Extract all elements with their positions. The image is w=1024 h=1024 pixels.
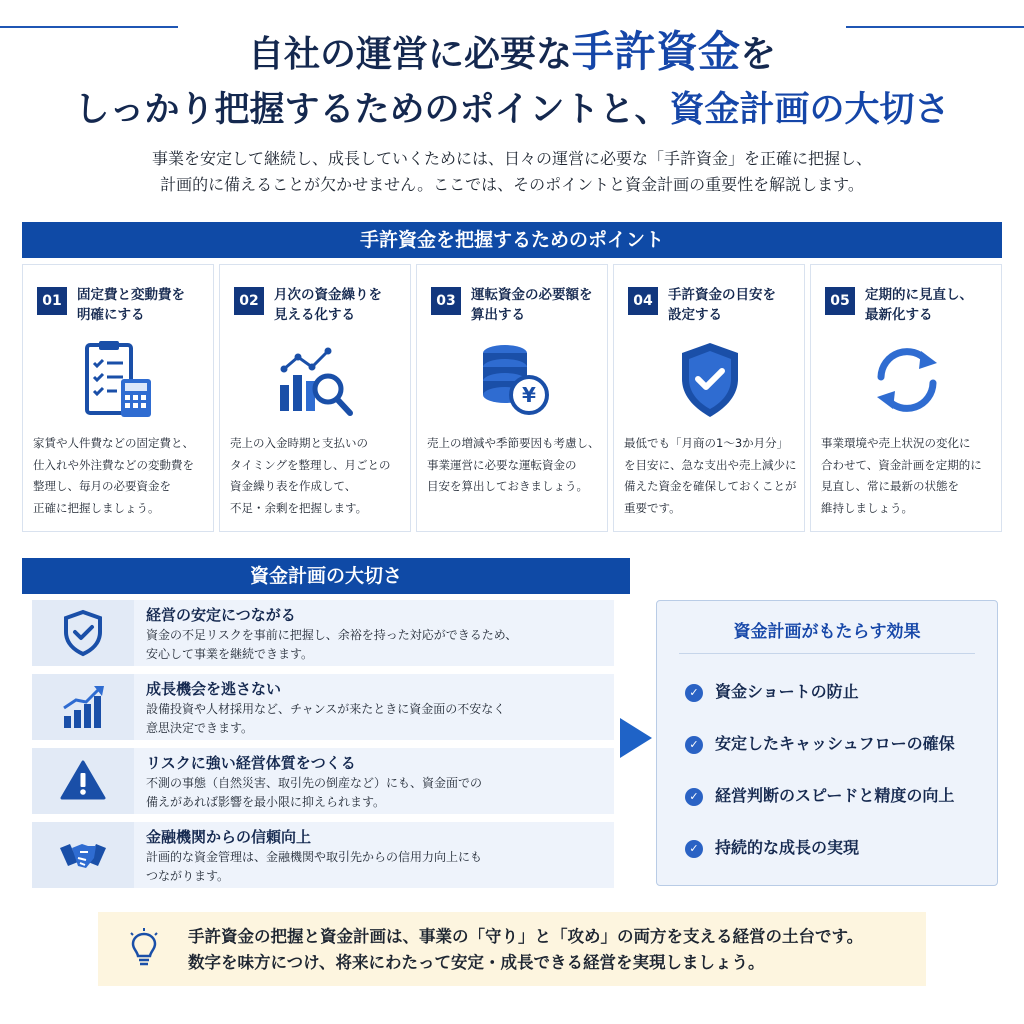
importance-icon-box xyxy=(32,674,134,740)
point-card-02 xyxy=(219,264,411,532)
point-heading-line: 固定費と変動費を xyxy=(77,287,185,303)
importance-body xyxy=(146,774,606,812)
point-body-line: 資金繰り表を作成して、 xyxy=(230,479,357,493)
point-number: 04 xyxy=(628,287,658,315)
point-heading-line: 定期的に見直し、 xyxy=(865,287,973,303)
summary-note-line: 数字を味方につけ、将来にわたって安定・成長できる経営を実現しましょう。 xyxy=(188,953,765,972)
point-body-line: 事業運営に必要な運転資金の xyxy=(427,457,577,472)
lightbulb-icon xyxy=(128,928,160,970)
point-body-line: タイミングを整理し、月ごとの xyxy=(230,457,391,472)
importance-heading: 成長機会を逃さない xyxy=(146,680,282,698)
point-heading xyxy=(77,285,209,325)
point-heading-line: 見える化する xyxy=(274,307,355,323)
point-body-line: 合わせて、資金計画を定期的に xyxy=(821,457,982,472)
point-heading xyxy=(471,285,603,325)
point-heading-line: 月次の資金繰りを xyxy=(274,287,382,303)
point-body-line: 売上の増減や季節要因も考慮し、 xyxy=(427,436,600,450)
point-body-line: 目安を算出しておきましょう。 xyxy=(427,479,588,493)
point-card-03 xyxy=(416,264,608,532)
point-body xyxy=(624,433,802,519)
title-text: 自社の運営に必要な xyxy=(247,34,572,75)
point-heading-line: 最新化する xyxy=(865,307,933,323)
point-body-line: を目安に、急な支出や売上減少に xyxy=(624,457,797,472)
point-number: 02 xyxy=(234,287,264,315)
point-body-line: 仕入れや外注費などの変動費を xyxy=(33,457,194,472)
point-body-line: 維持しましょう。 xyxy=(821,500,913,515)
effects-item-label: 安定したキャッシュフローの確保 xyxy=(715,734,955,753)
point-heading-line: 手許資金の目安を xyxy=(668,287,776,303)
point-body xyxy=(821,433,999,519)
point-body-line: 家賃や人件費などの固定費と、 xyxy=(33,436,194,450)
point-card-04 xyxy=(613,264,805,532)
page-title-line-1 xyxy=(0,28,1024,79)
importance-section-heading: 資金計画の大切さ xyxy=(22,558,630,594)
importance-body-line: 設備投資や人材採用など、チャンスが来たときに資金面の不安なく xyxy=(146,702,506,716)
point-heading xyxy=(865,285,997,325)
importance-icon-box xyxy=(32,822,134,888)
svg-text:¥: ¥ xyxy=(522,383,536,407)
point-number: 01 xyxy=(37,287,67,315)
effects-panel xyxy=(656,600,998,886)
shield-check-icon xyxy=(660,339,760,421)
point-body-line: 備えた資金を確保しておくことが xyxy=(624,479,797,493)
importance-row-risk xyxy=(32,748,614,814)
intro-text xyxy=(60,146,964,198)
importance-body-line: 資金の不足リスクを事前に把握し、余裕を持った対応ができるため、 xyxy=(146,628,518,642)
importance-body-line: 不測の事態（自然災害、取引先の倒産など）にも、資金面での xyxy=(146,776,483,790)
effects-item xyxy=(685,679,859,702)
title-accent: 資金計画の大切さ xyxy=(669,90,950,130)
refresh-arrows-icon xyxy=(857,339,957,421)
summary-note xyxy=(98,912,926,986)
arrow-right-icon xyxy=(620,718,652,758)
point-body-line: 正確に把握しましょう。 xyxy=(33,500,160,515)
point-number: 03 xyxy=(431,287,461,315)
importance-icon-box xyxy=(32,600,134,666)
summary-note-text xyxy=(188,924,918,976)
point-heading-line: 運転資金の必要額を xyxy=(471,287,593,303)
points-section-heading: 手許資金を把握するためのポイント xyxy=(22,222,1002,258)
effects-item xyxy=(685,783,954,806)
importance-row-trust xyxy=(32,822,614,888)
point-body-line: 整理し、毎月の必要資金を xyxy=(33,479,171,493)
point-body-line: 事業環境や売上状況の変化に xyxy=(821,436,971,450)
point-body-line: 見直し、常に最新の状態を xyxy=(821,479,959,493)
effects-title: 資金計画がもたらす効果 xyxy=(733,622,921,642)
check-icon: ✓ xyxy=(685,788,703,806)
handshake-icon xyxy=(58,830,108,880)
check-icon: ✓ xyxy=(685,684,703,702)
importance-row-growth xyxy=(32,674,614,740)
point-body-line: 売上の入金時期と支払いの xyxy=(230,436,368,450)
growth-chart-icon xyxy=(58,682,108,732)
bar-chart-magnifier-icon xyxy=(266,339,366,421)
effects-item-label: 資金ショートの防止 xyxy=(715,682,859,701)
point-card-05 xyxy=(810,264,1002,532)
point-card-01 xyxy=(22,264,214,532)
check-icon: ✓ xyxy=(685,736,703,754)
point-heading-line: 設定する xyxy=(668,307,722,323)
intro-line: 計画的に備えることが欠かせません。ここでは、そのポイントと資金計画の重要性を解説します。 xyxy=(160,175,864,194)
importance-row-stability xyxy=(32,600,614,666)
effects-item-label: 持続的な成長の実現 xyxy=(715,838,860,857)
importance-body xyxy=(146,848,606,886)
point-heading xyxy=(274,285,406,325)
point-body-line: 重要です。 xyxy=(624,500,681,515)
importance-icon-box xyxy=(32,748,134,814)
clipboard-calculator-icon xyxy=(69,339,169,421)
point-body-line: 不足・余剰を把握します。 xyxy=(230,500,368,515)
point-heading xyxy=(668,285,800,325)
point-body xyxy=(427,433,605,498)
point-number: 05 xyxy=(825,287,855,315)
effects-item-label: 経営判断のスピードと精度の向上 xyxy=(715,786,955,805)
intro-line: 事業を安定して継続し、成長していくためには、日々の運営に必要な「手許資金」を正確に把握し、 xyxy=(151,149,872,168)
importance-body-line: つながります。 xyxy=(146,869,230,883)
importance-body xyxy=(146,700,606,738)
importance-body-line: 安心して事業を継続できます。 xyxy=(146,647,314,661)
title-text: を xyxy=(740,34,777,75)
importance-heading: 経営の安定につながる xyxy=(146,606,296,624)
coins-yen-icon xyxy=(463,339,563,421)
effects-divider xyxy=(679,653,975,654)
importance-body-line: 意思決定できます。 xyxy=(146,721,254,735)
point-body xyxy=(230,433,408,519)
effects-item xyxy=(685,835,859,858)
importance-body-line: 計画的な資金管理は、金融機関や取引先からの信用力向上にも xyxy=(146,850,483,864)
point-heading-line: 明確にする xyxy=(77,307,145,323)
importance-heading: 金融機関からの信頼向上 xyxy=(146,828,312,846)
page-title-line-2 xyxy=(0,86,1024,134)
shield-check-icon xyxy=(58,608,108,658)
warning-icon xyxy=(58,756,108,806)
check-icon: ✓ xyxy=(685,840,703,858)
title-text: しっかり把握するためのポイントと、 xyxy=(74,90,670,130)
point-heading-line: 算出する xyxy=(471,307,525,323)
importance-heading: リスクに強い経営体質をつくる xyxy=(146,754,356,772)
point-body xyxy=(33,433,211,519)
point-body-line: 最低でも「月商の1〜3か月分」 xyxy=(624,436,789,450)
importance-body-line: 備えがあれば影響を最小限に抑えられます。 xyxy=(146,795,386,809)
summary-note-line: 手許資金の把握と資金計画は、事業の「守り」と「攻め」の両方を支える経営の土台です。 xyxy=(188,927,864,946)
title-accent: 手許資金 xyxy=(571,27,740,76)
effects-item xyxy=(685,731,955,754)
importance-body xyxy=(146,626,606,664)
